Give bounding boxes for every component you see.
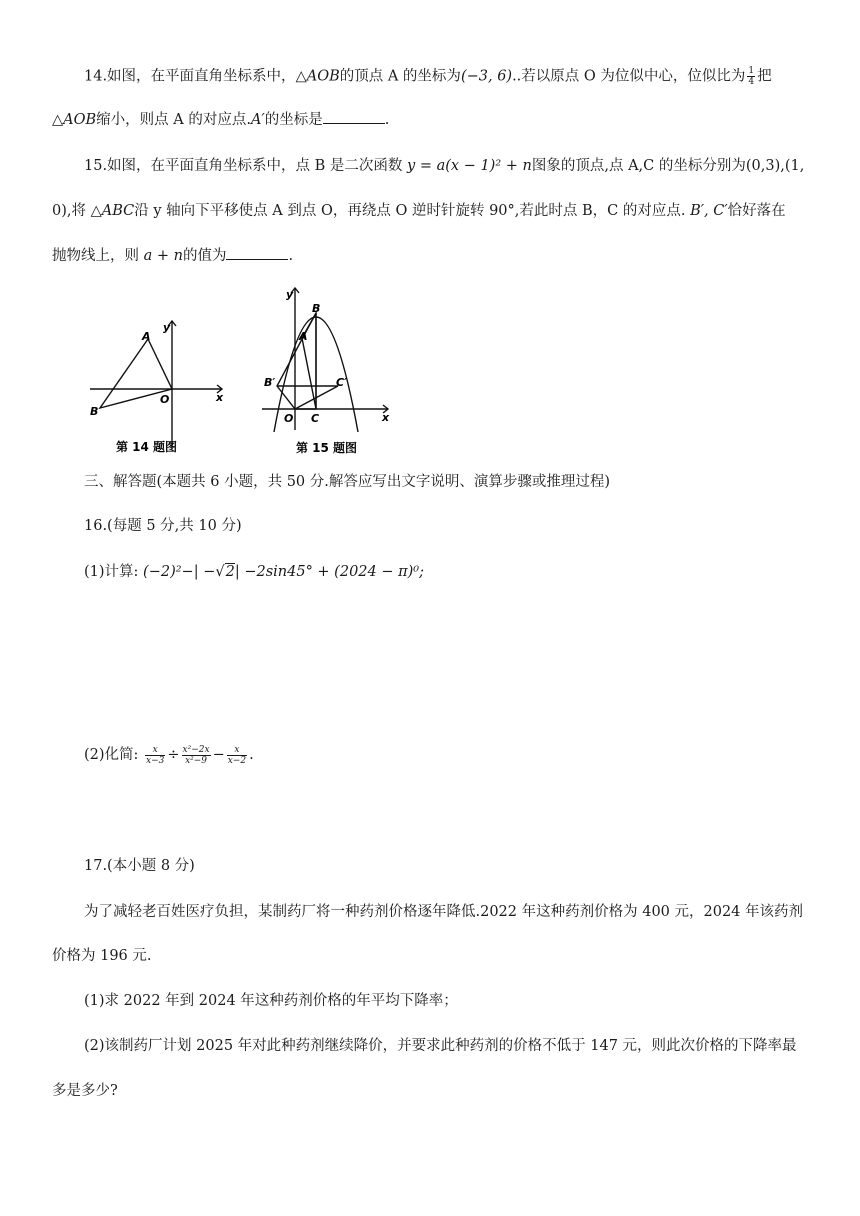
label-a: A	[142, 330, 151, 343]
sqrt-symbol: √	[215, 564, 225, 580]
q14-text: 14.如图，在平面直角坐标系中，	[84, 68, 296, 85]
q15-line-2	[52, 201, 786, 221]
minus-operator: −	[212, 747, 225, 763]
fraction-numerator: 1	[748, 66, 755, 76]
fraction-numerator: x	[227, 745, 247, 756]
q14-text: 的坐标是	[264, 112, 323, 128]
q17-paragraph-line-2: 价格为 196 元.	[52, 948, 152, 964]
q14-text: .	[384, 112, 390, 128]
fraction-numerator: x	[145, 745, 165, 756]
figure-15	[256, 282, 396, 462]
label-b: B	[312, 302, 321, 315]
rotated-figure	[277, 313, 316, 409]
triangle-symbol: △	[90, 203, 102, 219]
label-o: O	[160, 393, 170, 406]
label-b: B	[90, 405, 99, 418]
q17-part-1: (1)求 2022 年到 2024 年这种药剂价格的年平均下降率；	[84, 993, 458, 1009]
fraction-3	[227, 745, 247, 766]
math-a-prime: A′	[250, 112, 265, 128]
fraction-denominator: x−3	[146, 755, 165, 766]
q17-paragraph-line-1: 为了减轻老百姓医疗负担，某制药厂将一种药剂价格逐年降低.2022 年这种药剂价格为 400 元，2024 年该药剂	[84, 904, 804, 920]
q15-text: 恰好落在	[727, 203, 786, 219]
q14-text: 把	[757, 68, 772, 85]
label-o: O	[284, 412, 294, 425]
math-a-plus-n: a + n	[143, 248, 183, 264]
math-aob: AOB	[306, 68, 340, 85]
q15-text: 15.如图，在平面直角坐标系中，点 B 是二次函数	[84, 158, 403, 174]
q15-text: .	[288, 248, 294, 264]
triangle-symbol: △	[295, 68, 307, 85]
label-y: y	[286, 288, 294, 301]
label-a: A	[299, 330, 308, 343]
fraction-denominator: x²−9	[185, 755, 208, 766]
math-coordinate: (−3, 6)	[460, 68, 513, 85]
q17-header: 17.(本小题 8 分)	[84, 858, 195, 874]
q16-header: 16.(每题 5 分,共 10 分)	[84, 518, 242, 534]
section-3-title: 三、解答题(本题共 6 小题，共 50 分.解答应写出文字说明、演算步骤或推理过程)	[84, 474, 611, 490]
answer-blank[interactable]	[323, 111, 385, 124]
label-x: x	[216, 391, 224, 404]
period: .	[249, 747, 254, 763]
q15-text: 0),将	[52, 203, 86, 219]
q17-part-2-line-1: (2)该制药厂计划 2025 年对此种药剂继续降价，并要求此种药剂的价格不低于 147 元，则此次价格的下降率最	[84, 1038, 797, 1054]
q14-line-1	[84, 66, 772, 87]
q15-line-3	[52, 246, 293, 266]
q16-part-2	[84, 742, 254, 768]
q15-text: 抛物线上，则	[52, 248, 139, 264]
fraction-denominator: x−2	[227, 755, 247, 766]
fraction-denominator: 4	[748, 77, 755, 87]
q15-line-1	[84, 156, 804, 176]
q14-line-2	[52, 110, 389, 130]
ratio-fraction	[747, 66, 755, 87]
figure-14	[80, 315, 240, 460]
figure-14-caption: 第 14 题图	[116, 440, 178, 454]
q15-text: 沿 y 轴向下平移使点 A 到点 O，再绕点 O 逆时针旋转 90°,若此时点 B，C 的对应点.	[134, 203, 686, 219]
part-label: (2)化简:	[84, 747, 139, 763]
label-c-prime: C′	[336, 376, 347, 389]
divide-operator: ÷	[167, 747, 180, 763]
label-y: y	[163, 321, 171, 334]
triangle-symbol: △	[52, 112, 64, 128]
q15-text: 的值为	[182, 248, 227, 264]
q14-text: 缩小，则点 A 的对应点.	[96, 112, 251, 128]
q16-part-1	[84, 562, 424, 582]
math-b-c-prime: B′, C′	[690, 203, 728, 219]
sqrt-radicand: 2	[225, 564, 235, 580]
math-abc: ABC	[101, 203, 135, 219]
fraction-numerator: x²−2x	[182, 744, 210, 755]
label-x: x	[382, 411, 390, 424]
q17-part-2-line-2: 多是多少?	[52, 1083, 118, 1099]
q14-text: ..若以原点 O 为位似中心，位似比为	[512, 68, 746, 85]
fraction-2	[182, 745, 211, 766]
fraction-1	[145, 745, 165, 766]
math-expression: (−2)²−| −	[143, 564, 216, 580]
answer-blank[interactable]	[226, 247, 288, 260]
math-parabola-equation: y = a(x − 1)² + n	[407, 158, 532, 174]
label-c: C	[311, 412, 320, 425]
math-aob: AOB	[63, 112, 97, 128]
q14-text: 的顶点 A 的坐标为	[339, 68, 461, 85]
q15-text: 图象的顶点,点 A,C 的坐标分别为(0,3),(1,	[531, 158, 805, 174]
label-b-prime: B′	[264, 376, 276, 389]
figure-15-caption: 第 15 题图	[296, 441, 358, 455]
part-label: (1)计算:	[84, 564, 139, 580]
math-expression: | −2sin45° + (2024 − π)⁰;	[234, 564, 424, 580]
